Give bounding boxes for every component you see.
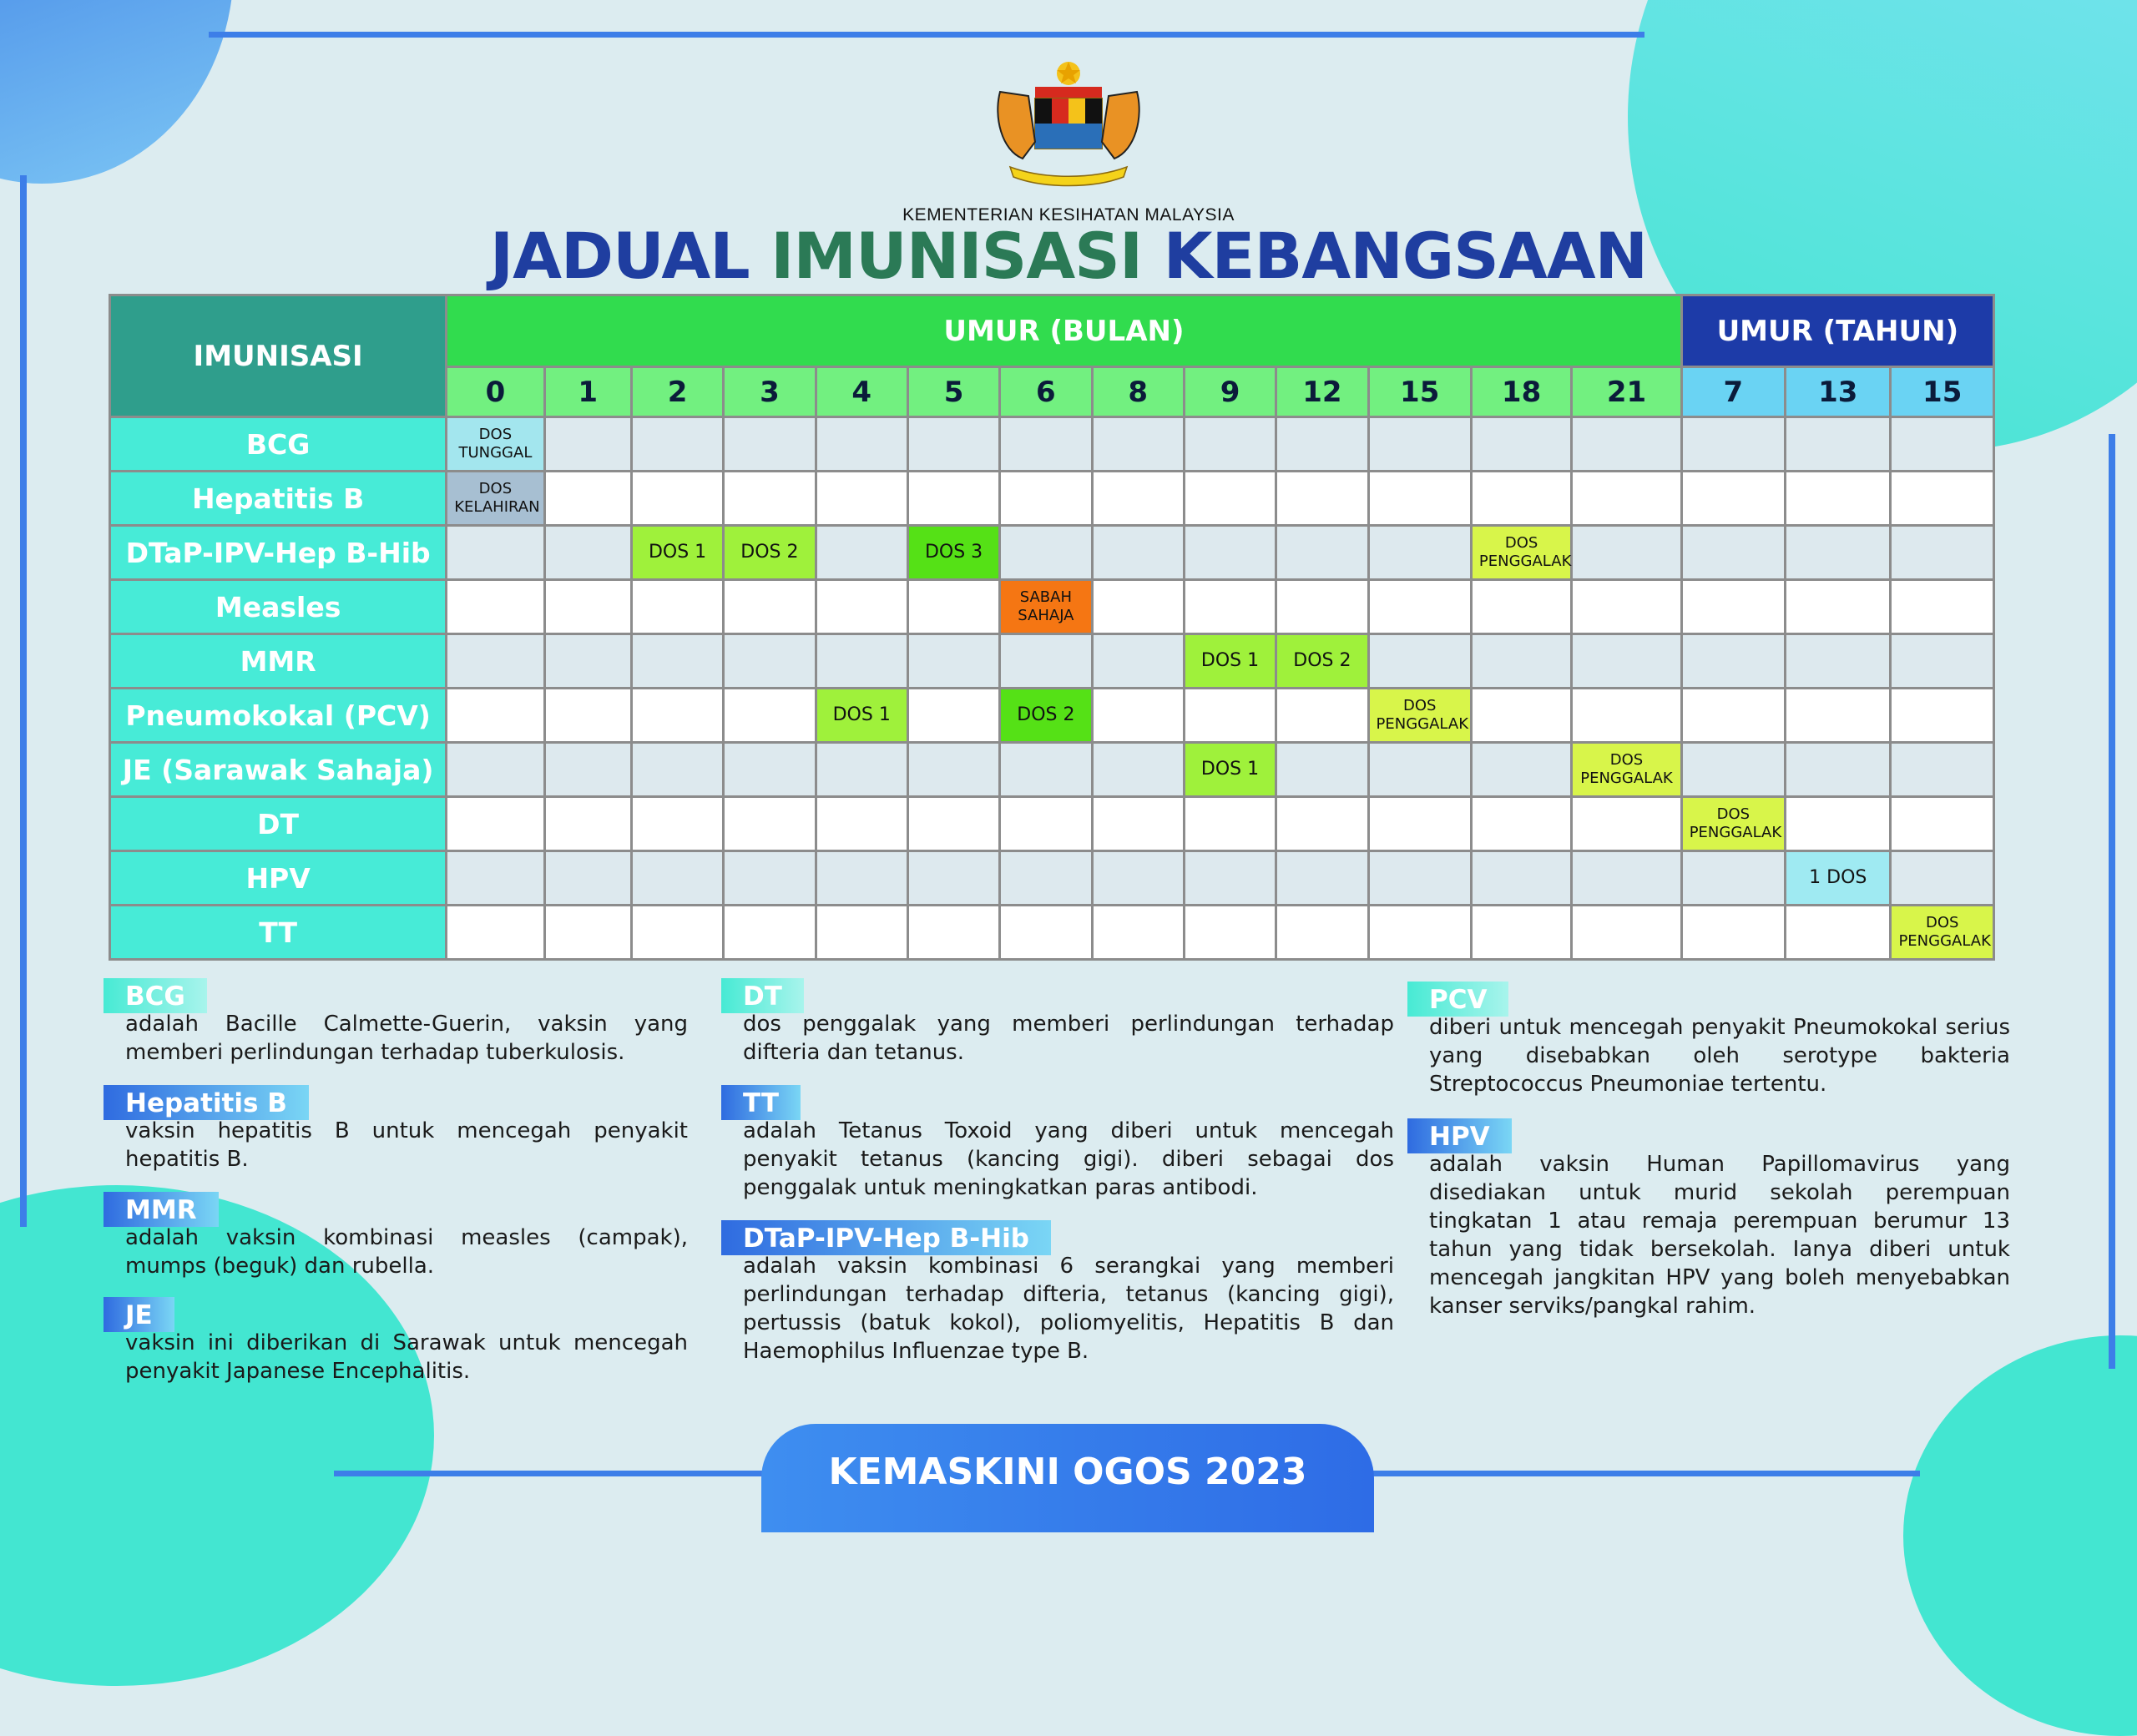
title-jadual: JADUAL [489,219,750,293]
empty-cell [544,851,631,906]
empty-cell [1891,797,1994,851]
empty-cell [631,472,723,526]
footer-updated-label: KEMASKINI OGOS 2023 [828,1451,1307,1493]
empty-cell [447,526,544,580]
age-month-18: 18 [1471,367,1571,417]
dose-label: DOS KELAHIRAN [454,480,540,516]
empty-cell [1572,797,1681,851]
dose-cell [724,526,816,580]
empty-cell [1092,634,1184,689]
empty-cell [631,634,723,689]
age-month-21: 21 [1572,367,1681,417]
dose-label: DOS TUNGGAL [458,426,533,462]
dose-cell [1786,851,1891,906]
empty-cell [1786,526,1891,580]
empty-cell [1368,743,1471,797]
legend-tt [721,1085,1394,1202]
coat-of-arms-logo [977,58,1160,192]
umur-bulan-header: UMUR (BULAN) [447,295,1681,367]
empty-cell [1184,797,1276,851]
legend-desc: adalah Bacille Calmette-Guerin, vaksin yang memberi perlindungan terhadap tuberkulosis. [125,1012,688,1065]
empty-cell [1000,634,1092,689]
empty-cell [1368,580,1471,634]
dose-cell [907,526,999,580]
empty-cell [1681,472,1785,526]
empty-cell [1891,472,1994,526]
empty-cell [544,797,631,851]
dose-label: DOS 3 [924,542,983,563]
dose-label: SABAH SAHAJA [1018,588,1074,624]
empty-cell [544,689,631,743]
legend-pcv [1407,982,2010,1098]
dose-label: DOS PENGGALAK [1898,914,1991,950]
empty-cell [1786,797,1891,851]
empty-cell [1184,580,1276,634]
legend-hepatitis-b [104,1085,688,1173]
empty-cell [1572,851,1681,906]
page-title [0,219,2137,293]
table-row [110,417,1994,472]
empty-cell [816,526,907,580]
age-month-5: 5 [907,367,999,417]
age-month-6: 6 [1000,367,1092,417]
empty-cell [1092,743,1184,797]
empty-cell [1184,526,1276,580]
dose-label: DOS 1 [1200,759,1260,780]
empty-cell [1572,689,1681,743]
dose-cell [1471,526,1571,580]
table-row [110,906,1994,960]
empty-cell [816,743,907,797]
legend-mmr [104,1192,688,1280]
empty-cell [1471,417,1571,472]
vaccine-name: TT [110,906,447,960]
empty-cell [1276,906,1368,960]
legend-term: BCG [104,978,207,1013]
empty-cell [1681,526,1785,580]
empty-cell [907,906,999,960]
empty-cell [724,634,816,689]
empty-cell [447,851,544,906]
legend-bcg [104,978,688,1067]
frame-top-line [209,32,1644,38]
empty-cell [1681,634,1785,689]
empty-cell [1572,417,1681,472]
empty-cell [907,743,999,797]
empty-cell [1681,906,1785,960]
empty-cell [816,797,907,851]
legend-je [104,1297,688,1385]
empty-cell [1471,906,1571,960]
dose-label: DOS 2 [1293,650,1351,671]
age-month-3: 3 [724,367,816,417]
empty-cell [1368,851,1471,906]
empty-cell [1471,634,1571,689]
table-row [110,526,1994,580]
empty-cell [724,797,816,851]
frame-right-line [2109,434,2115,1369]
empty-cell [1000,743,1092,797]
empty-cell [1000,472,1092,526]
dose-label: DOS PENGGALAK [1478,534,1572,570]
legend-desc: diberi untuk mencegah penyakit Pneumokokal serius yang disebabkan oleh serotype bakteria Streptococcus Pneumoniae tertentu. [1429,1015,2010,1097]
empty-cell [447,743,544,797]
dose-cell [447,417,544,472]
empty-cell [447,689,544,743]
empty-cell [1786,634,1891,689]
empty-cell [1681,580,1785,634]
imunisasi-header: IMUNISASI [110,295,447,417]
age-month-1: 1 [544,367,631,417]
dose-cell [1368,689,1471,743]
empty-cell [724,580,816,634]
empty-cell [631,743,723,797]
title-kebangsaan: KEBANGSAAN [1163,219,1648,293]
empty-cell [1368,417,1471,472]
legend-desc: vaksin hepatitis B untuk mencegah penyakit hepatitis B. [125,1118,688,1172]
legend-term: DT [721,978,804,1013]
empty-cell [1092,689,1184,743]
empty-cell [631,580,723,634]
empty-cell [1786,472,1891,526]
umur-tahun-header: UMUR (TAHUN) [1681,295,1993,367]
empty-cell [544,417,631,472]
empty-cell [1092,580,1184,634]
vaccine-name: DT [110,797,447,851]
empty-cell [1276,472,1368,526]
empty-cell [1786,906,1891,960]
empty-cell [1368,797,1471,851]
vaccine-name: DTaP-IPV-Hep B-Hib [110,526,447,580]
dose-label: DOS 2 [1017,704,1075,725]
ministry-name: KEMENTERIAN KESIHATAN MALAYSIA [902,205,1235,225]
empty-cell [1681,689,1785,743]
empty-cell [907,417,999,472]
empty-cell [1891,417,1994,472]
empty-cell [1786,689,1891,743]
vaccine-name: Hepatitis B [110,472,447,526]
empty-cell [631,797,723,851]
legend-hpv [1407,1118,2010,1320]
legend-desc: adalah vaksin kombinasi measles (campak), mumps (beguk) dan rubella. [125,1225,688,1279]
age-month-15: 15 [1368,367,1471,417]
dose-label: DOS 1 [648,542,707,563]
empty-cell [447,906,544,960]
empty-cell [1184,417,1276,472]
vaccine-name: Pneumokokal (PCV) [110,689,447,743]
empty-cell [1471,743,1571,797]
dose-label: DOS 1 [1200,650,1260,671]
empty-cell [1276,797,1368,851]
age-month-0: 0 [447,367,544,417]
empty-cell [631,689,723,743]
immunization-schedule-table [109,294,1995,961]
empty-cell [1184,689,1276,743]
empty-cell [1471,851,1571,906]
dose-label: DOS 2 [740,542,799,563]
dose-cell [1891,906,1994,960]
empty-cell [1368,634,1471,689]
dose-label: 1 DOS [1809,867,1867,888]
empty-cell [1681,417,1785,472]
dose-cell [1184,634,1276,689]
empty-cell [1092,526,1184,580]
empty-cell [816,417,907,472]
table-row [110,689,1994,743]
empty-cell [907,634,999,689]
vaccine-name: JE (Sarawak Sahaja) [110,743,447,797]
empty-cell [544,743,631,797]
empty-cell [1000,797,1092,851]
empty-cell [816,472,907,526]
empty-cell [816,580,907,634]
legend-dtap [721,1220,1394,1365]
empty-cell [1572,906,1681,960]
empty-cell [1092,851,1184,906]
empty-cell [724,851,816,906]
title-imunisasi: IMUNISASI [770,219,1143,293]
dose-cell [1000,689,1092,743]
table-row [110,851,1994,906]
table-row [110,634,1994,689]
empty-cell [1786,417,1891,472]
dose-cell [631,526,723,580]
empty-cell [1891,526,1994,580]
vaccine-name: HPV [110,851,447,906]
empty-cell [1276,580,1368,634]
vaccine-name: BCG [110,417,447,472]
empty-cell [447,634,544,689]
empty-cell [447,797,544,851]
dose-cell [816,689,907,743]
empty-cell [1092,417,1184,472]
empty-cell [1000,417,1092,472]
empty-cell [631,906,723,960]
empty-cell [1681,743,1785,797]
empty-cell [1891,580,1994,634]
empty-cell [1000,906,1092,960]
vaccine-name: MMR [110,634,447,689]
legend-desc: adalah vaksin Human Papillomavirus yang disediakan untuk murid sekolah perempuan tingkatan 1 atau remaja perempuan berumur 13 tahun yang tidak bersekolah. Ianya diberi untuk mencegah jangkitan HPV yang boleh menyebabkan kanser serviks/pangkal rahim. [1429,1152,2010,1319]
bg-blob-top-left [0,0,234,184]
dose-label: DOS PENGGALAK [1580,751,1673,787]
legend-term: PCV [1407,982,1508,1017]
empty-cell [1092,906,1184,960]
age-year-13: 13 [1786,367,1891,417]
empty-cell [1092,797,1184,851]
empty-cell [907,797,999,851]
legend-desc: adalah vaksin kombinasi 6 serangkai yang memberi perlindungan terhadap difteria, tetanus (kancing gigi), pertussis (batuk kokol), poliomyelitis, Hepatitis B dan Haemophilus Influenzae type B. [743,1254,1394,1364]
legend-desc: adalah Tetanus Toxoid yang diberi untuk mencegah penyakit tetanus (kancing gigi). diberi sebagai dos penggalak untuk meningkatkan paras antibodi. [743,1118,1394,1200]
empty-cell [1000,526,1092,580]
empty-cell [1572,580,1681,634]
age-month-8: 8 [1092,367,1184,417]
dose-cell [447,472,544,526]
empty-cell [1092,472,1184,526]
empty-cell [1471,689,1571,743]
age-year-15: 15 [1891,367,1994,417]
empty-cell [907,851,999,906]
empty-cell [1276,417,1368,472]
empty-cell [1786,743,1891,797]
empty-cell [907,580,999,634]
empty-cell [1891,634,1994,689]
age-month-2: 2 [631,367,723,417]
empty-cell [631,851,723,906]
legend-term: TT [721,1085,801,1120]
legend-term: MMR [104,1192,219,1227]
empty-cell [544,472,631,526]
bg-blob-bottom-right [1903,1335,2137,1736]
dose-cell [1000,580,1092,634]
empty-cell [1891,689,1994,743]
table-row [110,580,1994,634]
empty-cell [1000,851,1092,906]
empty-cell [1572,634,1681,689]
legend-desc: dos penggalak yang memberi perlindungan terhadap difteria dan tetanus. [743,1012,1394,1065]
empty-cell [816,634,907,689]
table-row [110,743,1994,797]
empty-cell [1368,906,1471,960]
empty-cell [1276,851,1368,906]
age-month-4: 4 [816,367,907,417]
table-row [110,797,1994,851]
empty-cell [1891,851,1994,906]
legend-term: DTaP-IPV-Hep B-Hib [721,1220,1051,1255]
empty-cell [1184,906,1276,960]
empty-cell [1276,526,1368,580]
empty-cell [544,580,631,634]
legend-desc: vaksin ini diberikan di Sarawak untuk mencegah penyakit Japanese Encephalitis. [125,1330,688,1384]
empty-cell [1572,526,1681,580]
legend-term: JE [104,1297,174,1332]
empty-cell [1786,580,1891,634]
empty-cell [724,472,816,526]
dose-label: DOS PENGGALAK [1376,697,1468,733]
empty-cell [724,417,816,472]
empty-cell [1471,580,1571,634]
empty-cell [1471,797,1571,851]
dose-label: DOS 1 [832,704,891,725]
empty-cell [1572,472,1681,526]
legend-term: HPV [1407,1118,1512,1153]
empty-cell [1891,743,1994,797]
empty-cell [1471,472,1571,526]
age-month-9: 9 [1184,367,1276,417]
legend-dt [721,978,1394,1067]
empty-cell [544,634,631,689]
empty-cell [724,906,816,960]
dose-cell [1276,634,1368,689]
empty-cell [631,417,723,472]
empty-cell [1276,689,1368,743]
age-year-7: 7 [1681,367,1785,417]
empty-cell [544,906,631,960]
empty-cell [1184,472,1276,526]
empty-cell [907,689,999,743]
empty-cell [816,851,907,906]
table-row [110,472,1994,526]
dose-cell [1681,797,1785,851]
dose-cell [1572,743,1681,797]
empty-cell [724,743,816,797]
empty-cell [544,526,631,580]
empty-cell [447,580,544,634]
age-month-12: 12 [1276,367,1368,417]
empty-cell [816,906,907,960]
empty-cell [1368,472,1471,526]
empty-cell [1276,743,1368,797]
vaccine-name: Measles [110,580,447,634]
empty-cell [1184,851,1276,906]
empty-cell [724,689,816,743]
legend-term: Hepatitis B [104,1085,309,1120]
dose-cell [1184,743,1276,797]
dose-label: DOS PENGGALAK [1689,805,1782,841]
empty-cell [1368,526,1471,580]
frame-left-line [20,175,27,1227]
empty-cell [1681,851,1785,906]
empty-cell [907,472,999,526]
